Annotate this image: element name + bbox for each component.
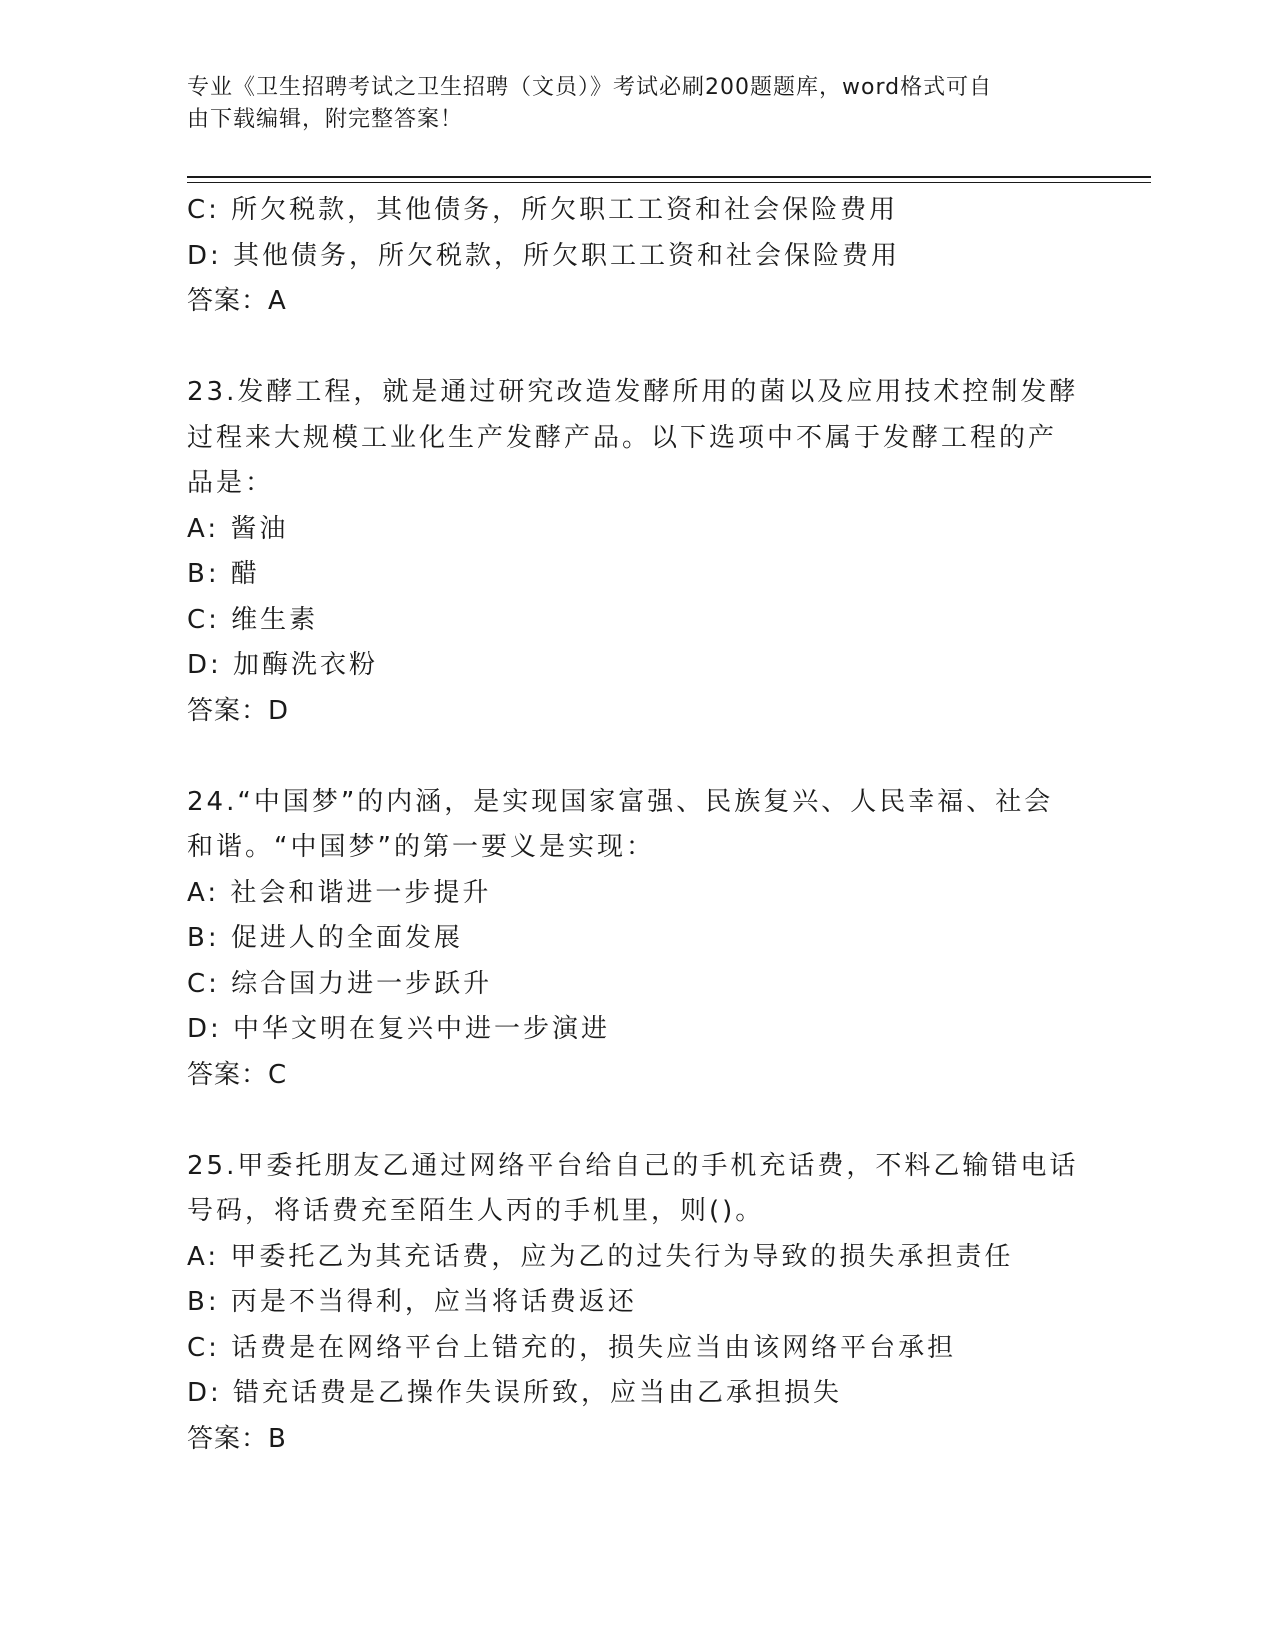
- header-rule-thick: [187, 176, 1151, 178]
- header-title-line-2: 由下载编辑，附完整答案！: [187, 107, 464, 132]
- question-stem-line: 23.发酵工程，就是通过研究改造发酵所用的菌以及应用技术控制发酵: [187, 377, 1079, 407]
- answer-line: 答案：C: [187, 1059, 288, 1090]
- option-d: D: 中华文明在复兴中进一步演进: [187, 1014, 611, 1044]
- question-stem-line: 品是：: [187, 468, 275, 498]
- question-24: [187, 780, 1087, 1099]
- header-title-line-1: 专业《卫生招聘考试之卫生招聘（文员）》考试必刷200题题库，word格式可自: [187, 75, 993, 100]
- option-a: A: 甲委托乙为其充话费，应为乙的过失行为导致的损失承担责任: [187, 1241, 1014, 1272]
- question-25: [187, 1144, 1087, 1463]
- answer-line: 答案：A: [187, 286, 287, 316]
- question-stem-line: 25.甲委托朋友乙通过网络平台给自己的手机充话费，不料乙输错电话: [187, 1150, 1079, 1181]
- option-a: A: 社会和谐进一步提升: [187, 877, 492, 908]
- question-content: [187, 188, 1087, 1462]
- question-stem-line: 24.“中国梦”的内涵，是实现国家富强、民族复兴、人民幸福、社会: [187, 786, 1054, 817]
- spacer: [187, 1098, 1087, 1144]
- option-b: B: 醋: [187, 559, 260, 589]
- question-22-continuation: [187, 188, 1087, 325]
- answer-line: 答案：B: [187, 1423, 287, 1454]
- spacer: [187, 734, 1087, 780]
- spacer: [187, 325, 1087, 371]
- option-c: C: 所欠税款，其他债务，所欠职工工资和社会保险费用: [187, 195, 899, 225]
- option-d: D: 错充话费是乙操作失误所致，应当由乙承担损失: [187, 1378, 843, 1408]
- option-a: A: 酱油: [187, 513, 289, 544]
- option-c: C: 综合国力进一步跃升: [187, 968, 493, 999]
- option-d: D: 加酶洗衣粉: [187, 650, 379, 680]
- option-c: C: 话费是在网络平台上错充的，损失应当由该网络平台承担: [187, 1332, 957, 1363]
- question-stem-line: 过程来大规模工业化生产发酵产品。以下选项中不属于发酵工程的产: [187, 422, 1058, 453]
- question-stem-line: 和谐。“中国梦”的第一要义是实现：: [187, 832, 655, 862]
- option-b: B: 促进人的全面发展: [187, 923, 463, 953]
- answer-line: 答案：D: [187, 695, 290, 726]
- question-23: [187, 370, 1087, 734]
- option-b: B: 丙是不当得利，应当将话费返还: [187, 1287, 637, 1317]
- option-d: D: 其他债务，所欠税款，所欠职工工资和社会保险费用: [187, 240, 901, 271]
- option-c: C: 维生素: [187, 604, 319, 635]
- header-rule-thin: [187, 182, 1151, 183]
- header-title: [187, 72, 1067, 136]
- question-stem-line: 号码，将话费充至陌生人丙的手机里，则()。: [187, 1196, 765, 1226]
